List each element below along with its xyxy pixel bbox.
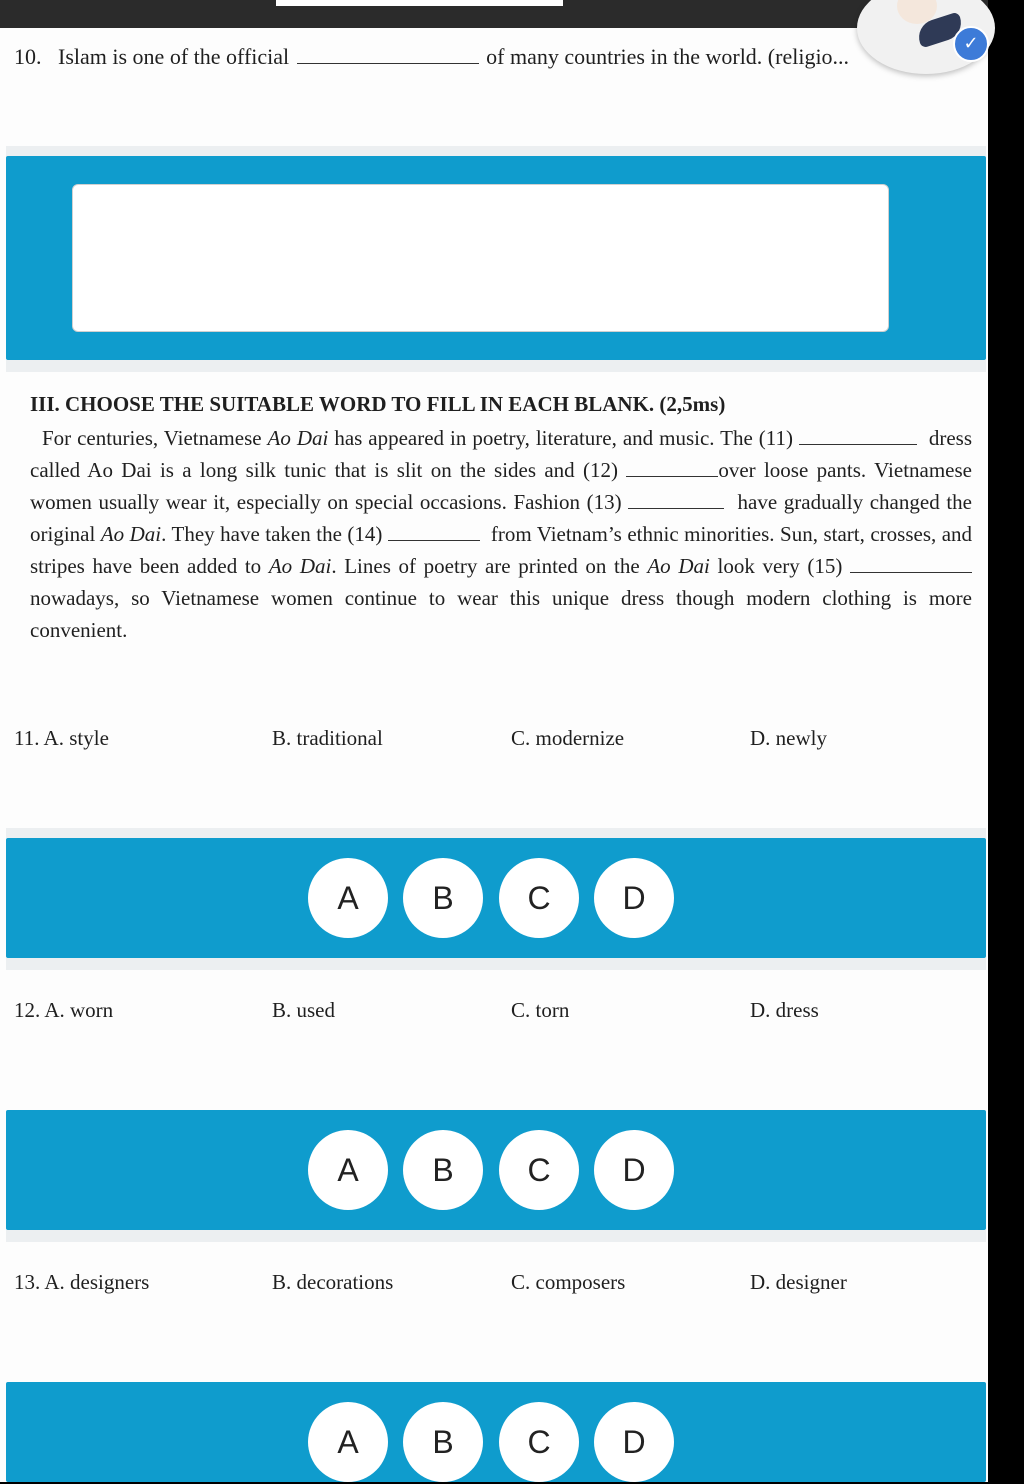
option-d: D. dress xyxy=(750,998,819,1022)
option-c: C. composers xyxy=(511,1270,626,1294)
answer-band-11 xyxy=(6,838,986,958)
option-b: B. decorations xyxy=(272,1270,394,1294)
passage-text: dress called Ao Dai is a long silk tunic that is slit on the sides and (12) xyxy=(30,426,973,482)
separator xyxy=(6,828,986,838)
separator xyxy=(6,958,986,970)
text-answer-input[interactable] xyxy=(72,184,889,332)
choice-c-button[interactable]: C xyxy=(499,1130,579,1210)
passage-ao-dai: Ao Dai xyxy=(268,554,332,578)
option-a: 11. A. style xyxy=(14,726,109,750)
passage-text: . Lines of poetry are printed on the xyxy=(331,554,640,578)
choice-c-button[interactable]: C xyxy=(499,858,579,938)
passage-text: nowadays, so Vietnamese women continue to wear this unique dress though modern clothing is more convenient. xyxy=(30,586,972,642)
choice-group xyxy=(306,1402,686,1484)
passage-text: . They have taken the (14) xyxy=(161,522,383,546)
option-a: 12. A. worn xyxy=(14,998,114,1022)
option-b: B. traditional xyxy=(272,726,383,750)
choice-c-button[interactable]: C xyxy=(499,1402,579,1482)
option-a: 13. A. designers xyxy=(14,1270,150,1294)
choice-group xyxy=(306,858,686,940)
section-heading: III. CHOOSE THE SUITABLE WORD TO FILL IN EACH BLANK. (2,5ms) xyxy=(30,392,726,416)
blank-12 xyxy=(626,458,718,477)
verified-check-icon: ✓ xyxy=(953,26,989,62)
choice-d-button[interactable]: D xyxy=(594,858,674,938)
blank-14 xyxy=(388,522,480,541)
question-10-number: 10. xyxy=(14,44,42,69)
passage-text: from Vietnam’s ethnic minorities. Sun, start, crosses, and stripes have been added to xyxy=(30,522,973,578)
passage-text: For centuries, Vietnamese xyxy=(41,426,262,450)
top-tab[interactable] xyxy=(276,0,563,6)
option-b: B. used xyxy=(272,998,335,1022)
top-bar xyxy=(0,0,988,28)
passage-text: have gradually changed the original xyxy=(30,490,972,546)
blank-11 xyxy=(799,426,917,445)
question-10-text-before: Islam is one of the official xyxy=(58,44,290,69)
passage-text: look very (15) xyxy=(717,554,843,578)
choice-b-button[interactable]: B xyxy=(403,1402,483,1482)
separator xyxy=(6,360,986,372)
passage-ao-dai: Ao Dai xyxy=(267,426,329,450)
reading-passage xyxy=(30,422,972,646)
passage-ao-dai: Ao Dai xyxy=(100,522,162,546)
blank-13 xyxy=(628,490,724,509)
choice-a-button[interactable]: A xyxy=(308,858,388,938)
choice-b-button[interactable]: B xyxy=(403,1130,483,1210)
choice-a-button[interactable]: A xyxy=(308,1402,388,1482)
question-10-blank xyxy=(297,45,479,64)
choice-group xyxy=(306,1130,686,1212)
choice-d-button[interactable]: D xyxy=(594,1402,674,1482)
answer-band-12 xyxy=(6,1110,986,1230)
blank-15 xyxy=(850,554,972,573)
separator xyxy=(6,1230,986,1242)
option-c: C. torn xyxy=(511,998,570,1022)
choice-b-button[interactable]: B xyxy=(403,858,483,938)
choice-a-button[interactable]: A xyxy=(308,1130,388,1210)
question-10-text-after: of many countries in the world. (religio... xyxy=(486,44,850,69)
choice-d-button[interactable]: D xyxy=(594,1130,674,1210)
passage-ao-dai: Ao Dai xyxy=(647,554,710,578)
answer-band-10 xyxy=(6,156,986,360)
option-c: C. modernize xyxy=(511,726,625,750)
question-10 xyxy=(14,44,914,70)
passage-text: over loose pants. Vietnamese women usually wear it, especially on special occasions. Fashion (13) xyxy=(30,458,972,514)
option-d: D. newly xyxy=(750,726,827,750)
passage-text: has appeared in poetry, literature, and music. The (11) xyxy=(334,426,793,450)
option-d: D. designer xyxy=(750,1270,847,1294)
answer-band-13 xyxy=(6,1382,986,1482)
